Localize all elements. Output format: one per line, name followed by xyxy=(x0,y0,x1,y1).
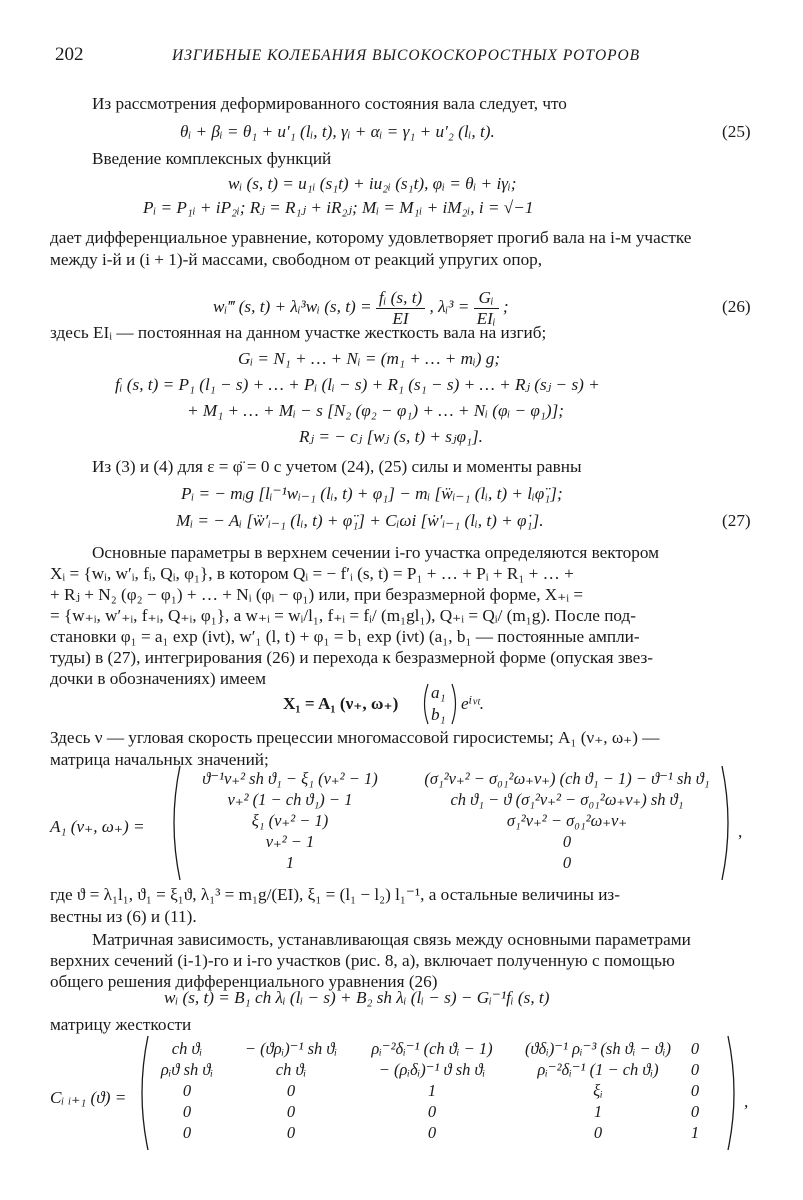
paragraph-parameters-line: Основные параметры в верхнем сечении i-го участка определяются вектором xyxy=(92,543,660,562)
eq-X1-left: X₁ = A₁ (ν₊, ω₊) xyxy=(283,694,399,713)
matrix-C-end: , xyxy=(744,1092,749,1111)
matrix-cell: 0 xyxy=(562,853,572,872)
matrix-row xyxy=(144,1122,706,1143)
eq26-left: wᵢ‴ (s, t) + λᵢ³wᵢ (s, t) = xyxy=(213,297,372,316)
matrix-A-lhs: A₁ (ν₊, ω₊) = xyxy=(50,817,145,836)
paragraph-parameters xyxy=(50,542,755,689)
matrix-cell: 0 xyxy=(690,1060,700,1079)
paragraph-diff-eq-line1: дает дифференциальное уравнение, которому удовлетворяет прогиб вала на i-м участке xyxy=(50,228,692,247)
matrix-row xyxy=(184,852,738,873)
matrix-cell: ρᵢ⁻²δᵢ⁻¹ (ch ϑᵢ − 1) xyxy=(371,1039,493,1058)
matrix-A-end: , xyxy=(738,822,743,841)
matrix-row xyxy=(184,810,738,831)
running-title: ИЗГИБНЫЕ КОЛЕБАНИЯ ВЫСОКОСКОРОСТНЫХ РОТОРОВ xyxy=(172,47,641,64)
matrix-cell: 0 xyxy=(182,1081,192,1100)
matrix-cell: 0 xyxy=(182,1102,192,1121)
equation-27b: Mᵢ = − Aᵢ [ẅ′ᵢ₋₁ (lᵢ, t) + φ̈₁] + Cᵢωi [ẇ′ᵢ₋₁ (lᵢ, t) + φ̇₁]. xyxy=(176,511,544,530)
matrix-cell: 0 xyxy=(286,1081,296,1100)
paragraph-parameters-line: Xᵢ = {wᵢ, w′ᵢ, fᵢ, Qᵢ, φ₁}, в котором Qᵢ = − f′ᵢ (s, t) = P₁ + … + Pᵢ + R₁ + … + xyxy=(50,564,574,583)
equation-R: Rⱼ = − cⱼ [wⱼ (s, t) + sⱼφ₁]. xyxy=(299,427,483,446)
equation-w: wᵢ (s, t) = u₁ᵢ (s₁t) + iu₂ᵢ (s₁t), φᵢ = θᵢ + iγᵢ; xyxy=(228,174,517,193)
paragraph-parameters-line: туды) в (27), интегрирования (26) и перехода к безразмерной форме (опуская звез- xyxy=(50,648,654,667)
matrix-cell: ξᵢ xyxy=(593,1081,603,1100)
matrix-C-table xyxy=(144,1038,706,1143)
eq26-frac2-den: EIᵢ xyxy=(476,308,496,328)
matrix-A-table xyxy=(184,768,738,873)
matrix-row xyxy=(184,768,738,789)
paragraph-matrix-line: Матричная зависимость, устанавливающая связь между основными параметрами xyxy=(92,930,691,949)
paragraph-complex-functions: Введение комплексных функций xyxy=(92,149,332,168)
matrix-cell: 0 xyxy=(427,1123,437,1142)
page-number: 202 xyxy=(55,44,84,65)
matrix-row xyxy=(144,1101,706,1122)
matrix-row xyxy=(144,1059,706,1080)
paragraph-precession-line1: Здесь ν — угловая скорость прецессии многомассовой гиросистемы; A₁ (ν₊, ω₊) — xyxy=(50,728,660,747)
paragraph-precession-line2: матрица начальных значений; xyxy=(50,750,269,769)
matrix-cell: ρᵢϑ sh ϑᵢ xyxy=(160,1060,214,1079)
matrix-cell: 0 xyxy=(286,1102,296,1121)
matrix-cell: 0 xyxy=(562,832,572,851)
paragraph-stiffness: здесь EIᵢ — постоянная на данном участке жесткость вала на изгиб; xyxy=(50,323,547,342)
matrix-cell: 0 xyxy=(690,1102,700,1121)
matrix-cell: 0 xyxy=(690,1039,700,1058)
matrix-cell: (σ₁²ν₊² − σ₀₁²ω₊ν₊) (ch ϑ₁ − 1) − ϑ⁻¹ sh ϑ₁ xyxy=(424,769,710,788)
matrix-cell: ch ϑᵢ xyxy=(171,1039,203,1058)
paragraph-parameters-line: становки φ₁ = a₁ exp (iνt), w′₁ (l, t) + φ₁ = b₁ exp (iνt) (a₁, b₁ — постоянные ампли- xyxy=(50,627,640,646)
equation-G: Gᵢ = N₁ + … + Nᵢ = (m₁ + … + mᵢ) g; xyxy=(238,349,501,368)
matrix-cell: σ₁²ν₊² − σ₀₁²ω₊ν₊ xyxy=(506,811,628,830)
matrix-cell: ϑ⁻¹ν₊² sh ϑ₁ − ξ₁ (ν₊² − 1) xyxy=(202,769,378,788)
paragraph-matrix-line: верхних сечений (i-1)-го и i-го участков (рис. 8, a), включает полученную с помощью xyxy=(50,951,675,970)
paragraph-where-line2: вестны из (6) и (11). xyxy=(50,907,197,926)
eq26-frac2-num: Gᵢ xyxy=(474,288,499,309)
matrix-cell: 0 xyxy=(182,1123,192,1142)
paragraph-matrix-line: общего решения дифференциального уравнения (26) xyxy=(50,972,438,991)
eq-X1-vector-top: a₁ xyxy=(431,683,446,702)
matrix-row xyxy=(144,1080,706,1101)
equation-f-line2: + M₁ + … + Mᵢ − s [N₂ (φ₂ − φ₁) + … + Nᵢ (φᵢ − φ₁)]; xyxy=(187,401,565,420)
paragraph-matrix-dependence xyxy=(50,929,755,992)
matrix-cell: 1 xyxy=(593,1102,603,1121)
matrix-C xyxy=(144,1038,706,1143)
paragraph-parameters-line: дочки в обозначениях) имеем xyxy=(50,669,267,688)
paragraph-forces: Из (3) и (4) для ε = φ̈ = 0 с учетом (24), (25) силы и моменты равны xyxy=(92,457,582,476)
paragraph-parameters-line: = {w₊ᵢ, w′₊ᵢ, f₊ᵢ, Q₊ᵢ, φ₁}, а w₊ᵢ = wᵢ/l₁, f₊ᵢ = fᵢ/ (m₁gl₁), Q₊ᵢ = Qᵢ/ (m₁g). После под- xyxy=(50,606,636,625)
matrix-cell: ch ϑᵢ xyxy=(275,1060,307,1079)
equation-number-27: (27) xyxy=(722,511,751,530)
eq-X1-right: eⁱᵛᵗ. xyxy=(461,694,485,713)
matrix-row xyxy=(144,1038,706,1059)
matrix-C-lhs: Cᵢ ᵢ₊₁ (ϑ) = xyxy=(50,1088,127,1107)
eq-X1-vector-bottom: b₁ xyxy=(431,705,446,724)
matrix-cell: 1 xyxy=(285,853,295,872)
matrix-cell: (ϑδᵢ)⁻¹ ρᵢ⁻³ (sh ϑᵢ − ϑᵢ) xyxy=(524,1039,672,1058)
equation-f-line1: fᵢ (s, t) = P₁ (l₁ − s) + … + Pᵢ (lᵢ − s) + R₁ (s₁ − s) + … + Rⱼ (sⱼ − s) + xyxy=(115,375,600,394)
matrix-cell: ν₊² − 1 xyxy=(265,832,315,851)
paragraph-where-line1: где ϑ = λ₁l₁, ϑ₁ = ξ₁ϑ, λ₁³ = m₁g/(EI), ξ₁ = (l₁ − l₂) l₁⁻¹, а остальные величины из- xyxy=(50,885,620,904)
matrix-cell: ch ϑ₁ − ϑ (σ₁²ν₊² − σ₀₁²ω₊ν₊) sh ϑ₁ xyxy=(450,790,684,809)
matrix-cell: 0 xyxy=(690,1081,700,1100)
paragraph-intro: Из рассмотрения деформированного состояния вала следует, что xyxy=(92,94,567,113)
equation-25: θᵢ + βᵢ = θ₁ + u′₁ (lᵢ, t), γᵢ + αᵢ = γ₁ + u′₂ (lᵢ, t). xyxy=(180,122,495,141)
matrix-cell: 1 xyxy=(427,1081,437,1100)
eq26-frac-num: fᵢ (s, t) xyxy=(376,288,425,309)
matrix-cell: ρᵢ⁻²δᵢ⁻¹ (1 − ch ϑᵢ) xyxy=(537,1060,659,1079)
equation-27a: Pᵢ = − mᵢg [lᵢ⁻¹wᵢ₋₁ (lᵢ, t) + φ₁] − mᵢ [ẅᵢ₋₁ (lᵢ, t) + lᵢφ̈₁]; xyxy=(181,484,563,503)
equation-number-26: (26) xyxy=(722,297,751,316)
paragraph-parameters-line: + Rⱼ + N₂ (φ₂ − φ₁) + … + Nᵢ (φᵢ − φ₁) или, при безразмерной форме, X₊ᵢ = xyxy=(50,585,584,604)
paragraph-diff-eq-line2: между i-й и (i + 1)-й массами, свободном от реакций упругих опор, xyxy=(50,250,543,269)
equation-number-25: (25) xyxy=(722,122,751,141)
matrix-cell: 0 xyxy=(427,1102,437,1121)
matrix-cell: ν₊² (1 − ch ϑ₁) − 1 xyxy=(227,790,353,809)
matrix-A xyxy=(184,768,738,873)
matrix-row xyxy=(184,789,738,810)
matrix-cell: 0 xyxy=(286,1123,296,1142)
eq26-end: ; xyxy=(502,297,509,316)
paragraph-stiffness-matrix: матрицу жесткости xyxy=(50,1015,192,1034)
matrix-cell: 1 xyxy=(690,1123,700,1142)
equation-P: Pᵢ = P₁ᵢ + iP₂ᵢ; Rⱼ = R₁ⱼ + iR₂ⱼ; Mᵢ = M₁ᵢ + iM₂ᵢ, i = √−1 xyxy=(143,198,534,217)
equation-w-solution: wᵢ (s, t) = B₁ ch λᵢ (lᵢ − s) + B₂ sh λᵢ (lᵢ − s) − Gᵢ⁻¹fᵢ (s, t) xyxy=(164,988,550,1007)
eq26-frac-den: EI xyxy=(392,308,409,328)
matrix-row xyxy=(184,831,738,852)
matrix-cell: − (ρᵢδᵢ)⁻¹ ϑ sh ϑᵢ xyxy=(378,1060,486,1079)
eq26-mid: , λᵢ³ = xyxy=(429,297,470,316)
matrix-cell: 0 xyxy=(593,1123,603,1142)
matrix-cell: ξ₁ (ν₊² − 1) xyxy=(251,811,329,830)
matrix-cell: − (ϑρᵢ)⁻¹ sh ϑᵢ xyxy=(244,1039,338,1058)
